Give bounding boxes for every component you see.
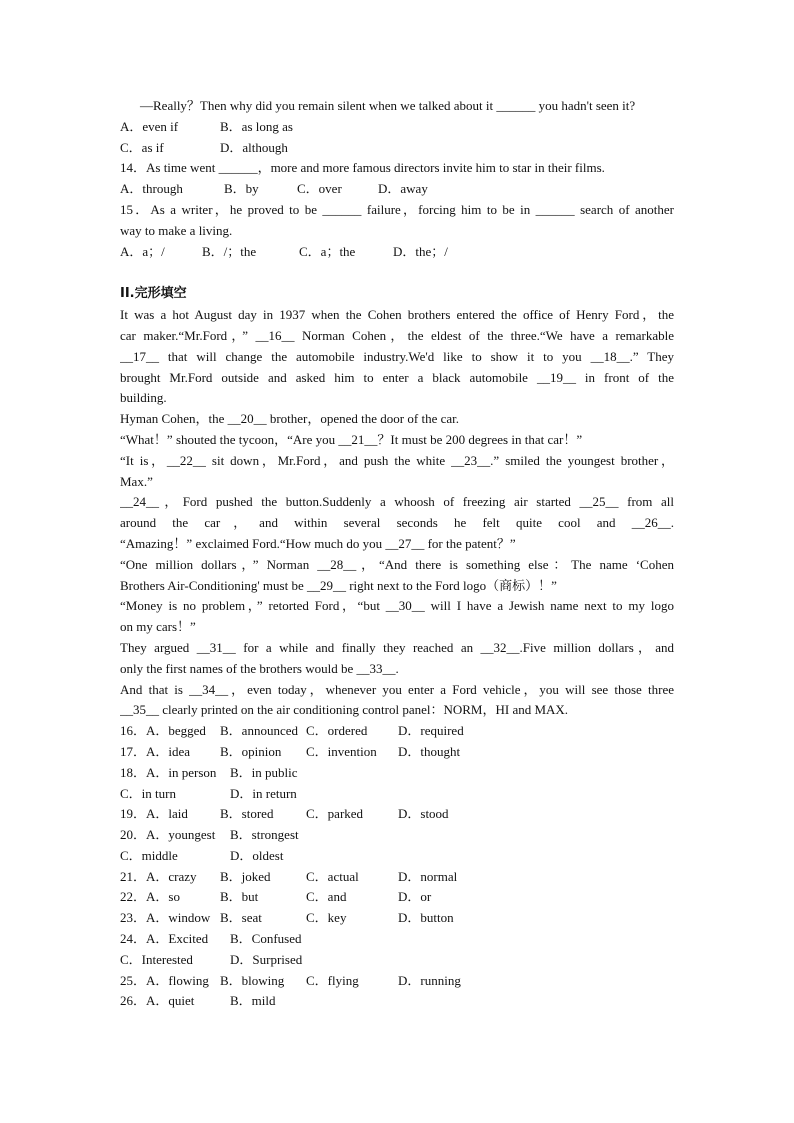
answer-option: D．in return [230, 785, 297, 801]
answer-option: B．strongest [230, 827, 299, 843]
passage-line: brought Mr.Ford outside and asked him to enter a black automobile __19__ in front of the [120, 369, 674, 385]
question-17-options [120, 742, 674, 763]
worksheet-page [120, 96, 674, 1012]
answer-option: 18．A．in person [120, 764, 217, 780]
question-20-options [120, 846, 674, 867]
q15-stem-line2: way to make a living. [120, 222, 233, 238]
q14-option-b: B．by [224, 181, 259, 197]
answer-option: 24．A．Excited [120, 931, 209, 947]
answer-option: 17．A．idea [120, 743, 191, 759]
answer-option: D．running [398, 972, 461, 988]
q13-option-c: C．as if [120, 139, 164, 155]
q14-stem: 14．As time went ______，more and more famous directors invite him to star in their films. [120, 160, 605, 176]
passage-line: __35__ clearly printed on the air conditioning control panel：NORM，HI and MAX. [120, 702, 569, 718]
passage-line: __17__ that will change the automobile industry.We'd like to show it to you __18__.” They [120, 348, 674, 364]
answer-option: 16．A．begged [120, 723, 206, 739]
answer-option: C．in turn [120, 785, 176, 801]
answer-option: C．ordered [306, 723, 368, 739]
passage-line: car maker.“Mr.Ford，” __16__ Norman Cohen，the eldest of the three.“We have a remarkable [120, 327, 674, 343]
question-18-options [120, 763, 674, 784]
q14-option-a: A．through [120, 181, 183, 197]
answer-option: C．invention [306, 743, 377, 759]
question-21-options [120, 867, 674, 888]
q15-stem-line1: 15．As a writer，he proved to be ______ failure，forcing him to be in ______ search of another [120, 201, 674, 217]
question-23-options [120, 908, 674, 929]
q13-stem: —Really？Then why did you remain silent when we talked about it ______ you hadn't seen it? [140, 98, 636, 113]
q13-options-row1 [120, 117, 674, 138]
q15-option-c: C．a；the [299, 243, 356, 259]
question-25-options [120, 971, 674, 992]
q14-option-d: D．away [378, 181, 428, 197]
answer-option: 20．A．youngest [120, 827, 216, 843]
answer-option: C．key [306, 910, 347, 926]
q14-options [120, 179, 674, 200]
answer-option: B．joked [220, 868, 271, 884]
passage-line: It was a hot August day in 1937 when the Cohen brothers entered the office of Henry Ford，the [120, 307, 674, 323]
answer-option: 25．A．flowing [120, 972, 209, 988]
answer-option: B．announced [220, 723, 298, 739]
answer-option: B．blowing [220, 972, 285, 988]
passage-line: “Amazing！” exclaimed Ford.“How much do you __27__ for the patent？” [120, 535, 516, 551]
answer-option: C．actual [306, 868, 359, 884]
q14-option-c: C．over [297, 181, 342, 197]
answer-option: B．seat [220, 910, 262, 926]
passage-line: “What！” shouted the tycoon，“Are you __21__？It must be 200 degrees in that car！” [120, 431, 583, 447]
answer-option: C．flying [306, 972, 359, 988]
answer-option: 22．A．so [120, 889, 180, 905]
q15-option-d: D．the；/ [393, 243, 448, 259]
passage-line: around the car，and within several seconds he felt quite cool and __26__. [120, 515, 674, 531]
q15-option-b: B．/；the [202, 243, 257, 259]
answer-option: C．middle [120, 847, 178, 863]
answer-option: 23．A．window [120, 910, 211, 926]
q13-option-b: B．as long as [220, 118, 293, 134]
answer-option: B．opinion [220, 743, 282, 759]
question-26-options [120, 991, 674, 1012]
passage-line: Brothers Air-Conditioning' must be __29__ right next to the Ford logo（商标）！” [120, 577, 557, 593]
question-16-options [120, 721, 674, 742]
question-22-options [120, 887, 674, 908]
answer-option: D．thought [398, 743, 461, 759]
question-24-options [120, 950, 674, 971]
passage-line: Hyman Cohen，the __20__ brother，opened the door of the car. [120, 411, 459, 427]
section-heading: II.完形填空 [120, 286, 187, 302]
passage-line: And that is __34__，even today，whenever you enter a Ford vehicle，you will see those three [120, 681, 674, 697]
question-19-options [120, 804, 674, 825]
answer-option: B．mild [230, 993, 276, 1009]
answer-option: D．oldest [230, 847, 284, 863]
question-24-options [120, 929, 674, 950]
answer-option: 21．A．crazy [120, 868, 197, 884]
answer-option: C．parked [306, 806, 364, 822]
answer-option: B．in public [230, 764, 298, 780]
question-18-options [120, 784, 674, 805]
answer-option: C．Interested [120, 951, 193, 967]
answer-option: D．or [398, 889, 432, 905]
answer-option: 19．A．laid [120, 806, 188, 822]
cloze-passage [120, 305, 674, 721]
q15-option-a: A．a；/ [120, 243, 165, 259]
passage-line: “One million dollars，” Norman __28__，“And there is something else：The name ‘Cohen [120, 556, 674, 572]
answer-option: B．Confused [230, 931, 302, 947]
passage-line: on my cars！” [120, 619, 196, 635]
question-20-options [120, 825, 674, 846]
answer-option: D．required [398, 723, 464, 739]
answer-option: D．normal [398, 868, 458, 884]
passage-line: Max.” [120, 473, 153, 489]
answer-option: D．button [398, 910, 454, 926]
cloze-questions [120, 721, 674, 1012]
q13-options-row2 [120, 138, 674, 159]
q13-option-d: D．although [220, 139, 288, 155]
passage-line: “It is，__22__ sit down，Mr.Ford，and push the white __23__.” smiled the youngest brother， [120, 452, 674, 468]
answer-option: D．stood [398, 806, 449, 822]
answer-option: B．stored [220, 806, 274, 822]
passage-line: building. [120, 390, 167, 406]
answer-option: D．Surprised [230, 951, 303, 967]
passage-line: __24__，Ford pushed the button.Suddenly a whoosh of freezing air started __25__ from all [120, 494, 674, 510]
passage-line: “Money is no problem，” retorted Ford，“but __30__ will I have a Jewish name next to my logo [120, 598, 674, 614]
q13-option-a: A．even if [120, 118, 179, 134]
passage-line: only the first names of the brothers would be __33__. [120, 660, 399, 676]
passage-line: They argued __31__ for a while and finally they reached an __32__.Five million dollars，and [120, 639, 674, 655]
q15-options [120, 242, 674, 263]
answer-option: C．and [306, 889, 347, 905]
answer-option: 26．A．quiet [120, 993, 195, 1009]
answer-option: B．but [220, 889, 259, 905]
